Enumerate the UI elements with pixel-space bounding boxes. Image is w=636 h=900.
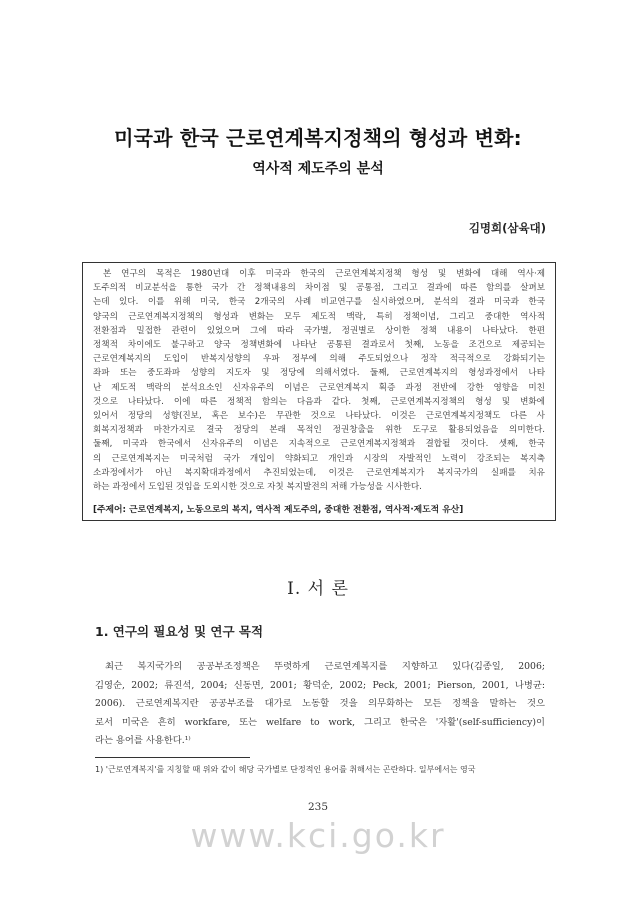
- body-line: 로서 미국은 흔히 workfare, 또는 welfare to work, 그리고 한국은 '자활'(self-sufficiency)이: [95, 716, 545, 728]
- abstract-line: 의 근로연계복지는 미국처럼 국가 개입이 약화되고 개인과 시장의 자발적인 노력이 강조되는 복지축: [93, 453, 545, 464]
- abstract-line: 전환점과 밀접한 관련이 있었으며 그에 따라 국가별, 정권별로 상이한 정책 내용이 나타났다. 한편: [93, 325, 545, 336]
- abstract-line: 좌파 또는 중도좌파 성향의 지도자 및 정당에 의해서였다. 둘째, 근로연계복지의 형성과정에서 나타: [93, 368, 545, 379]
- paper-subtitle: 역사적 제도주의 분석: [252, 161, 384, 177]
- abstract-line: 양국의 근로연계복지정책의 형성과 변화는 모두 제도적 맥락, 특히 정책이념, 그리고 중대한 역사적: [93, 311, 545, 322]
- abstract-line: 회복지정책과 마찬가지로 결국 정당의 본래 목적인 정권창출을 위한 도구로 활용되었음을 의미한다.: [93, 425, 545, 436]
- abstract-line: 하는 과정에서 도입된 것임을 도외시한 것으로 자칫 복지발전의 저해 가능성을 시사한다.: [93, 482, 422, 493]
- page-number: 235: [307, 801, 329, 813]
- body-line: 라는 용어를 사용한다.¹⁾: [95, 735, 191, 747]
- author-affiliation: 김명희(삼육대): [468, 221, 546, 235]
- abstract-line: 정책적 차이에도 불구하고 양국 정책변화에 나타난 공통된 결과로서 첫째, 노동을 조건으로 제공되는: [93, 340, 545, 351]
- abstract-line: 는데 있다. 이를 위해 미국, 한국 2개국의 사례 비교연구를 실시하였으며, 분석의 결과 미국과 한국: [93, 297, 545, 308]
- watermark: www.kci.go.kr: [190, 816, 446, 855]
- paper-title: 미국과 한국 근로연계복지정책의 형성과 변화:: [114, 126, 522, 150]
- body-line: 2006). 근로연계복지란 공공부조를 대가로 노동할 것을 의무화하는 모든 정책을 말하는 것으: [95, 698, 545, 710]
- abstract-line: 도주의적 비교분석을 통한 국가 간 정책내용의 차이점 및 공통점, 그리고 결과에 따른 함의를 살펴보: [93, 283, 545, 294]
- section-heading: I. 서 론: [287, 579, 349, 599]
- abstract-line: 근로연계복지의 도입이 반복지성향의 우파 정부에 의해 주도되었으나 정작 적극적으로 강화되기는: [93, 354, 545, 365]
- abstract-box: [82, 262, 556, 521]
- keywords: [주제어: 근로연계복지, 노동으로의 복지, 역사적 제도주의, 중대한 전환점, 역사적·제도적 유산]: [93, 505, 464, 516]
- abstract-line: 것으로 나타났다. 이에 따른 정책적 함의는 다음과 같다. 첫째, 근로연계복지정책의 형성 및 변화에: [93, 396, 545, 407]
- footnote-divider: [95, 757, 250, 758]
- body-line: 김영순, 2002; 류진석, 2004; 신동면, 2001; 황덕순, 2002; Peck, 2001; Pierson, 2001, 나병균:: [95, 679, 545, 691]
- abstract-line: 있어서 정당의 성향(진보, 혹은 보수)은 무관한 것으로 나타났다. 이것은 근로연계복지정책도 다른 사: [93, 411, 545, 422]
- body-text: [95, 658, 545, 751]
- subsection-heading: 1. 연구의 필요성 및 연구 목적: [95, 624, 264, 639]
- abstract-line: 둘째, 미국과 한국에서 신자유주의 이념은 지속적으로 근로연계복지정책과 결합될 것이다. 셋째, 한국: [93, 439, 545, 450]
- footnote: 1) '근로연계복지'를 지칭할 때 위와 같이 해당 국가별로 단정적인 용어를 취해서는 곤란하다. 일부에서는 영국: [95, 765, 476, 774]
- body-line: 최근 복지국가의 공공부조정책은 뚜렷하게 근로연계복지를 지향하고 있다(김종일, 2006;: [105, 661, 545, 672]
- abstract-line: 소과정에서가 아닌 복지확대과정에서 추진되었는데, 이것은 근로연계복지가 복지국가의 실패를 치유: [93, 467, 545, 478]
- abstract-line: 본 연구의 목적은 1980년대 이후 미국과 한국의 근로연계복지정책 형성 및 변화에 대해 역사·제: [103, 269, 545, 279]
- abstract-line: 난 제도적 맥락의 분석요소인 신자유주의 이념은 근로연계복지 획증 과정 전반에 강한 영향을 미친: [93, 382, 545, 393]
